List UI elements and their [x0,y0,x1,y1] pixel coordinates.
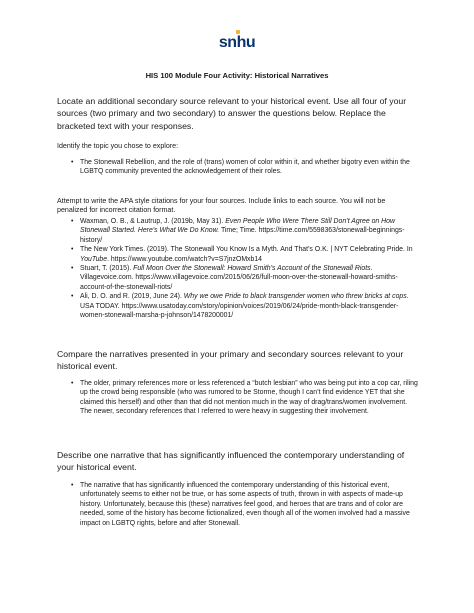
citation-prompt: Attempt to write the APA style citations for your four sources. Include links to each source. You will not be penalized for incorrect citation format. [57,197,386,215]
describe-bullet [71,481,420,528]
bullet-icon: • [71,159,74,166]
topic-list [71,158,420,177]
bullet-icon: • [71,265,74,273]
bullet-icon: • [71,380,74,387]
bullet-icon: • [71,218,74,225]
citation-list [71,217,420,320]
bullet-icon: • [71,293,74,301]
intro-paragraph: Locate an additional secondary source relevant to your historical event. Use all four of your sources (two primary and two secondary) to answer the questions below. Replace the bracketed text with your responses. [57,96,407,131]
citation-item: • Ali, D. O. and R. (2019, June 24). Why we owe Pride to black transgender women who threw bricks at cops. USA TODAY. https://www.usatoday.com/story/opinion/voices/2019/06/24/pride-month-black-transgender-women-stonewall-marsha-p-johnson/1478200001/ [71,293,409,320]
topic-text: The Stonewall Rebellion, and the role of (trans) women of color within it, and whether bigotry even within the LGBTQ community prevented the acknowledgement of their roles. [80,159,410,176]
snhu-logo [214,34,260,52]
document-title: HIS 100 Module Four Activity: Historical Narratives [145,71,329,80]
citation-item: • The New York Times. (2019). The Stonewall You Know Is a Myth. And That’s O.K. | NYT Celebrating Pride. In YouTube. https://www.youtube.com/watch?v=S7jnzOMxb14 [71,246,413,263]
bullet-icon: • [71,246,74,254]
identify-topic-prompt: Identify the topic you chose to explore: [57,142,179,150]
bullet-icon: • [71,482,74,489]
describe-prompt: Describe one narrative that has significantly influenced the contemporary understanding of your historical event. [57,450,405,473]
describe-list [71,481,420,528]
compare-list [71,379,420,417]
compare-bullet [71,379,420,417]
logo-dot [236,30,240,34]
topic-bullet [71,158,420,177]
citation-item: • Stuart, T. (2015). Full Moon Over the Stonewall: Howard Smith’s Account of the Stonewall Riots. Villagevoice.com. https://www.villagevoice.com/2015/06/26/full-moon-over-the-stonewall-howard-smiths-account-of-the-stonewall-riots/ [71,265,398,291]
logo-text: snhu [218,34,256,51]
citation-item: • Waxman, O. B., & Lautrup, J. (2019b, May 31). Even People Who Were There Still Don’t Agree on How Stonewall Started. Here’s What We Do Know. Time; Time. https://time.com/5598363/stonewall-beginnings-history/ [71,218,405,244]
compare-text: The older, primary references more or less referenced a “butch lesbian” who was being put into a cop car, riling up the crowd being responsible (who was rumored to be Storme, though I can’t find evidence YET that she claimed this herself) and other than that did not mention much in the way of drag/trans/women involvement. The newer, secondary references that I referred to were heavy in suggesting their involvement. [80,380,418,416]
compare-prompt: Compare the narratives presented in your primary and secondary sources relevant to your historical event. [57,349,404,372]
describe-text: The narrative that has significantly influenced the contemporary understanding of this historical event, unfortunately seems to either not be true, or has some aspects of truth, thrown in with aspects of made-up history. Unfortunately, because this (these) narratives feel good, and heroes that are trans and of color are needed, some of the history has become fictionalized, even though all of the women involved had a massive impact on LGBTQ rights, before and after Stonewall. [80,482,410,527]
